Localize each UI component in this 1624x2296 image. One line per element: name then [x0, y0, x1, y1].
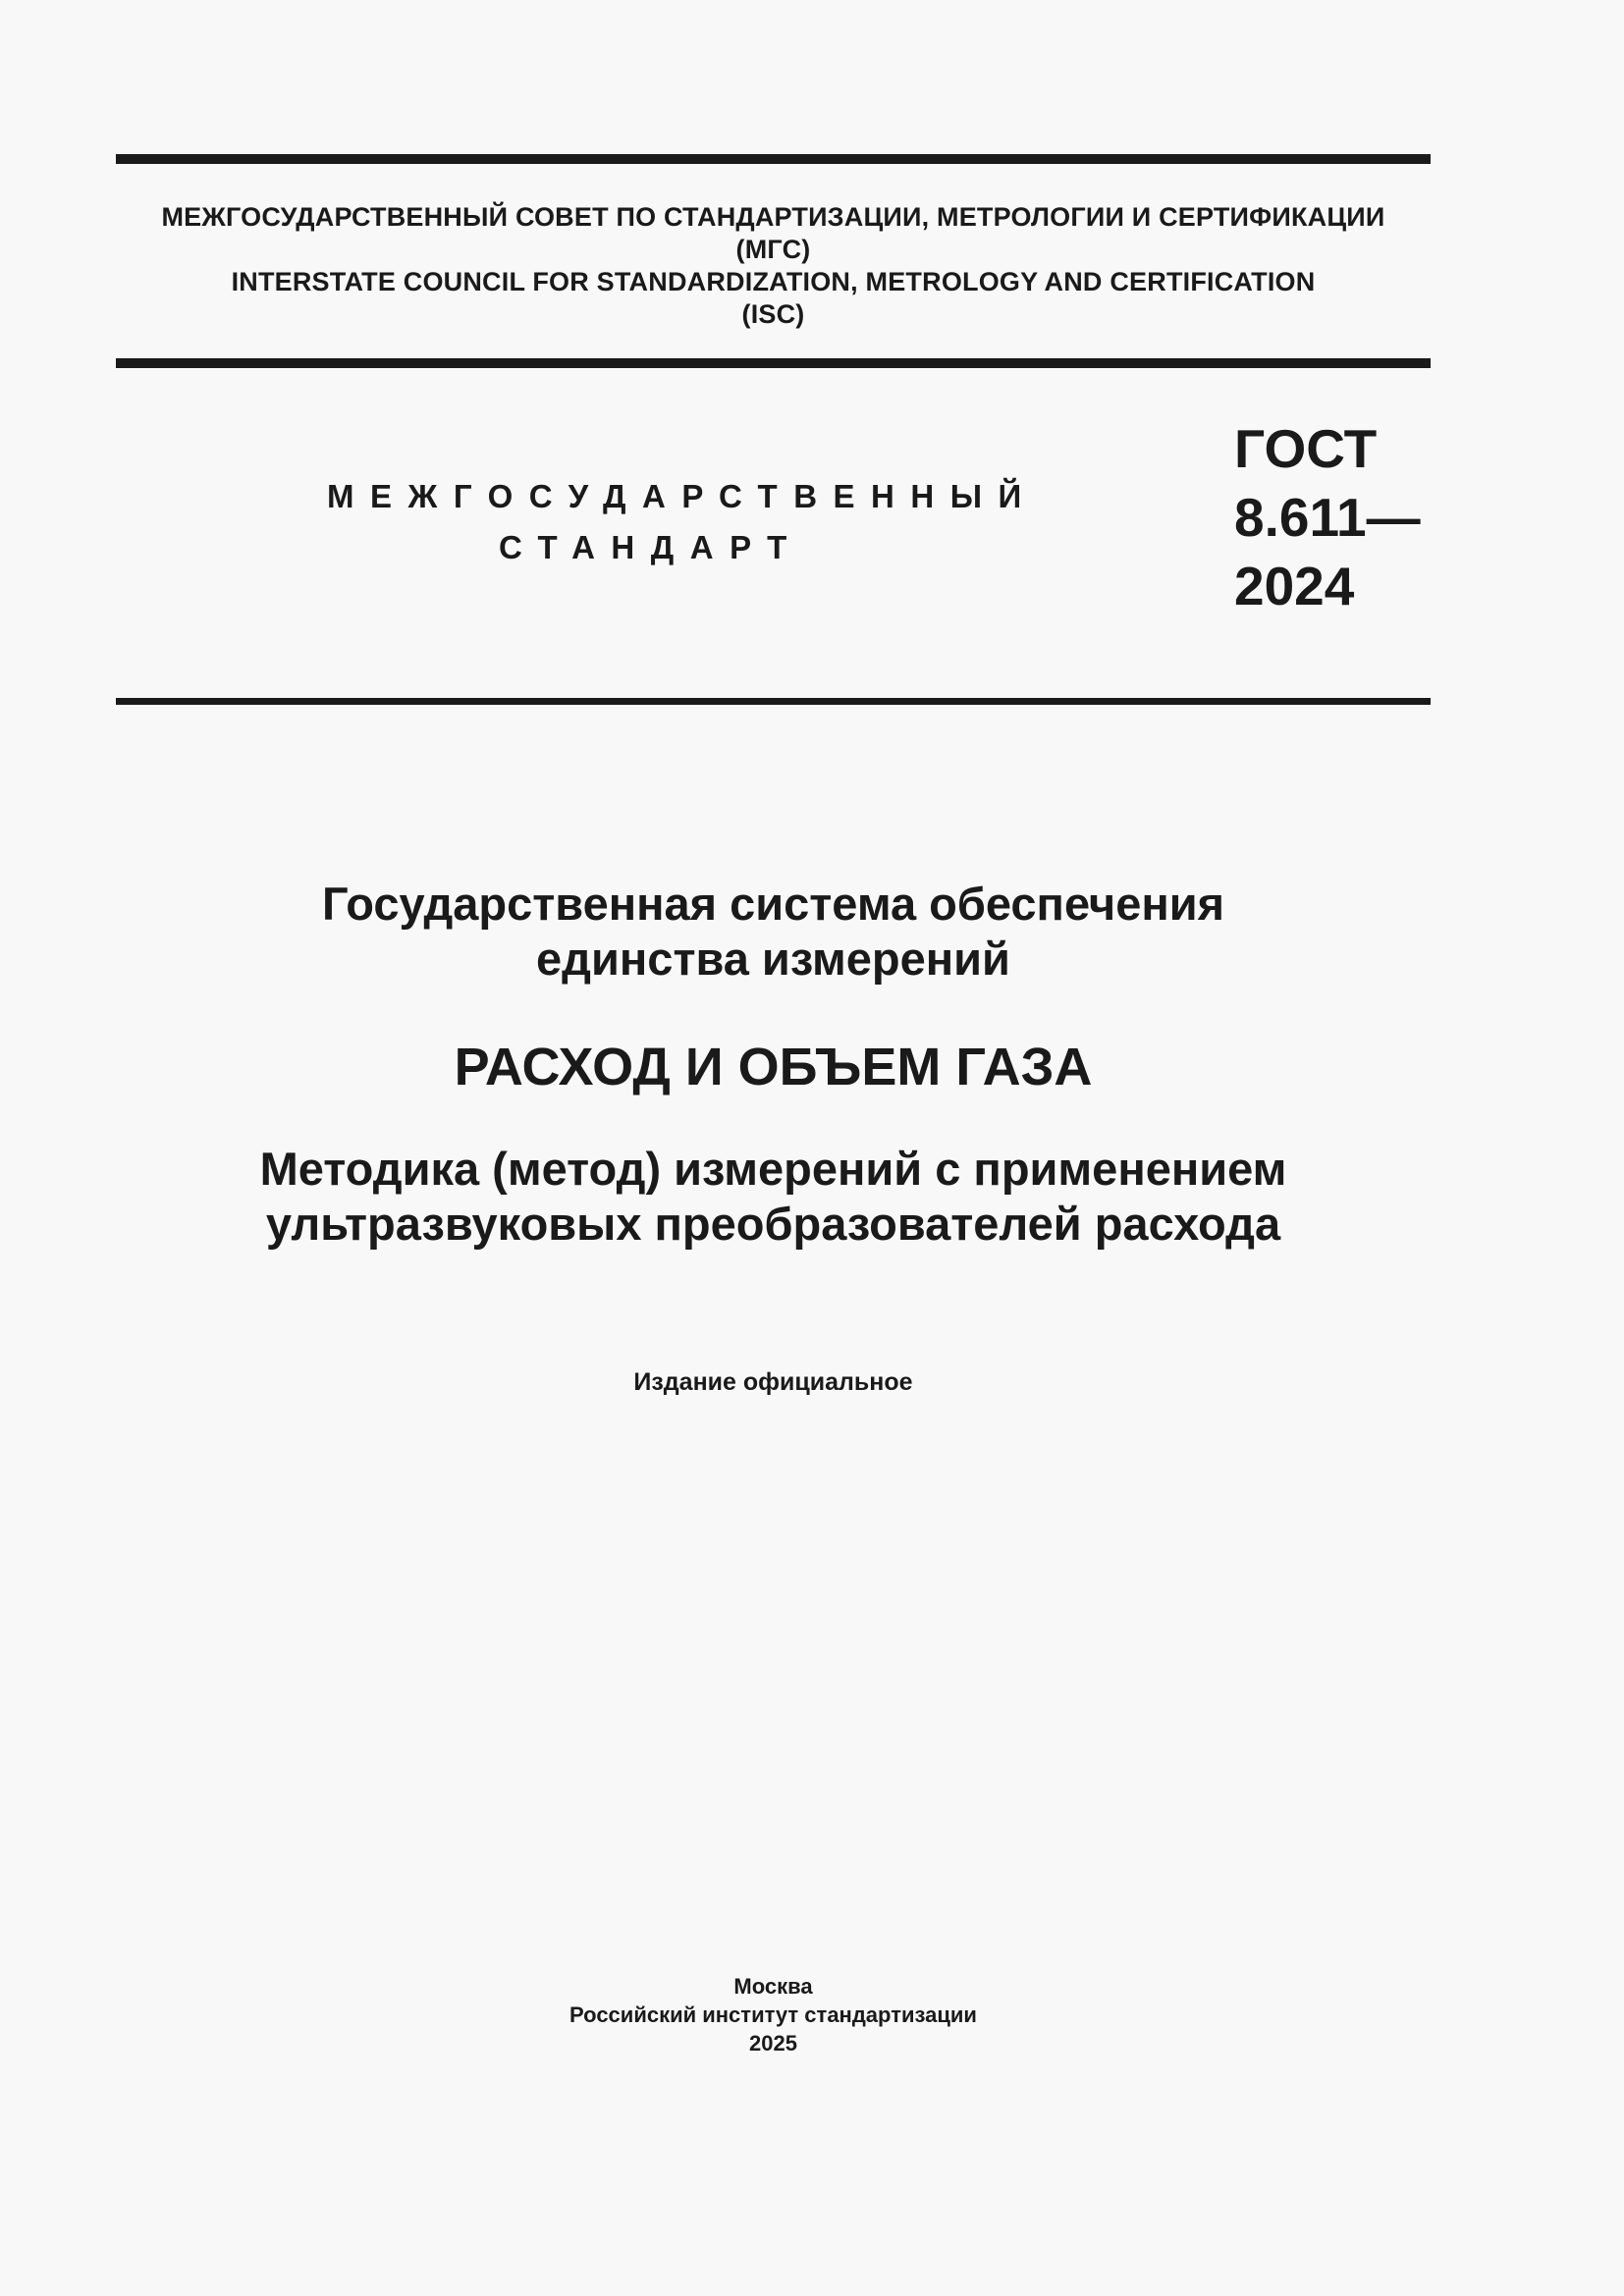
lower-divider	[116, 698, 1431, 705]
standard-designation	[1234, 414, 1421, 620]
top-divider	[116, 154, 1431, 164]
title-system-line1: Государственная система обеспечения	[321, 878, 1225, 930]
designation-prefix: ГОСТ	[1234, 418, 1378, 479]
title-main	[116, 1036, 1431, 1098]
imprint	[116, 1972, 1431, 2057]
imprint-publisher: Российский институт стандартизации	[569, 2002, 977, 2027]
middle-divider	[116, 358, 1431, 368]
standard-kind-line1: МЕЖГОСУДАРСТВЕННЫЙ	[327, 478, 1038, 514]
council-name-en: INTERSTATE COUNCIL FOR STANDARDIZATION, METROLOGY AND CERTIFICATION	[231, 267, 1316, 296]
council-abbr-ru: (МГС)	[735, 235, 811, 264]
standard-kind-line2: СТАНДАРТ	[499, 529, 803, 565]
designation-number: 8.611—	[1234, 487, 1421, 548]
title-system	[116, 877, 1431, 987]
title-method	[116, 1142, 1431, 1252]
title-method-line1: Методика (метод) измерений с применением	[259, 1143, 1287, 1195]
council-name-ru: МЕЖГОСУДАРСТВЕННЫЙ СОВЕТ ПО СТАНДАРТИЗАЦИИ, МЕТРОЛОГИИ И СЕРТИФИКАЦИИ	[161, 202, 1385, 232]
title-main-text: РАСХОД И ОБЪЕМ ГАЗА	[454, 1038, 1093, 1096]
imprint-year: 2025	[749, 2031, 797, 2056]
title-method-line2: ультразвуковых преобразователей расхода	[265, 1198, 1281, 1250]
standard-kind	[245, 471, 1306, 573]
council-abbr-en: (ISC)	[741, 299, 805, 329]
edition-note: Издание официальное	[633, 1368, 913, 1396]
designation-year: 2024	[1234, 556, 1355, 616]
imprint-city: Москва	[733, 1974, 813, 1999]
council-header	[116, 201, 1431, 331]
title-system-line2: единства измерений	[536, 933, 1010, 985]
